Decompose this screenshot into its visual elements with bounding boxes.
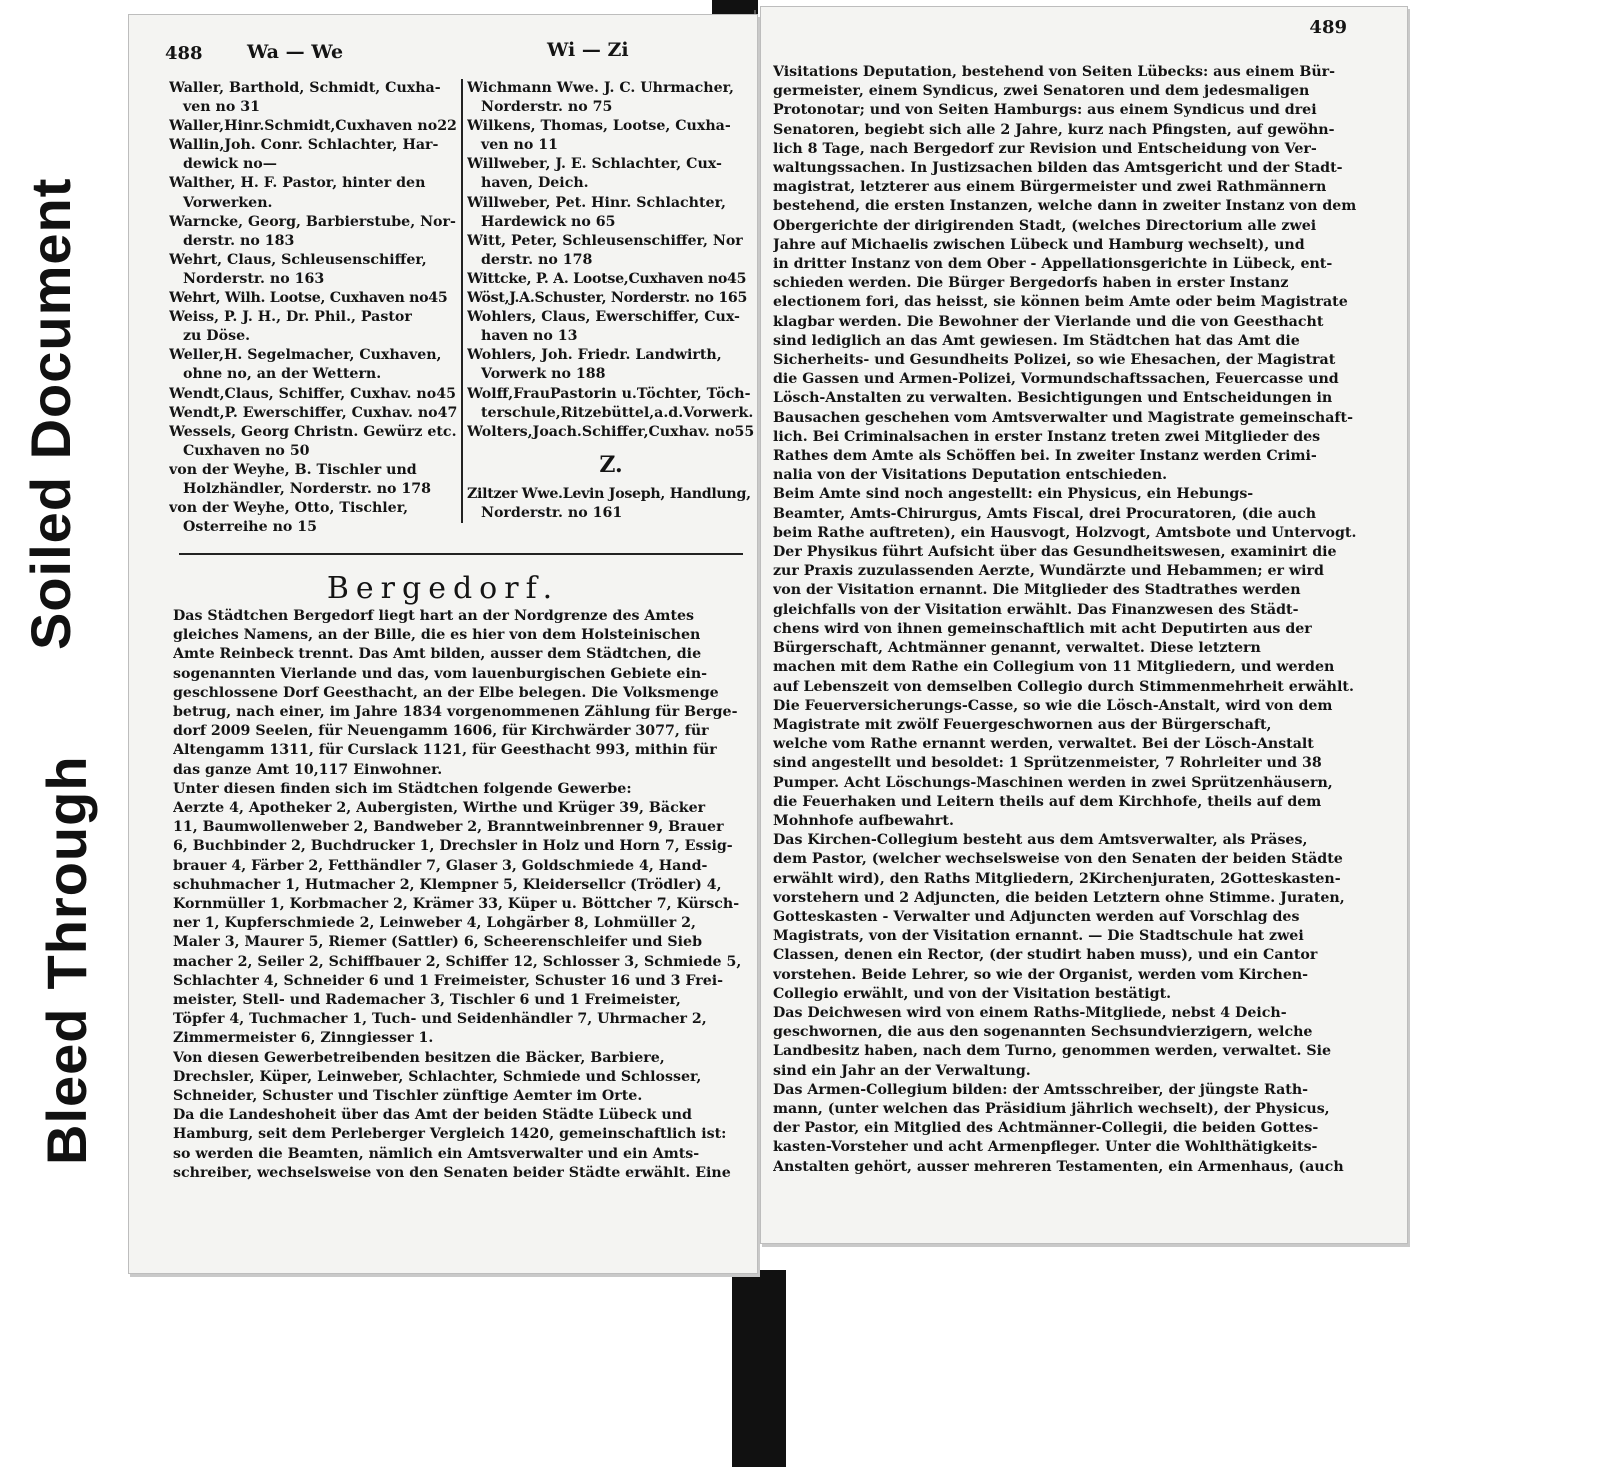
directory-entry-line: von der Weyhe, Otto, Tischler,: [169, 500, 409, 517]
directory-entry-line: Norderstr. no 163: [183, 270, 325, 287]
directory-entry-line: ohne no, an der Wettern.: [183, 366, 382, 383]
text-line: vorstehen. Beide Lehrer, so wie der Organist, werden vom Kirchen-: [773, 966, 1309, 983]
text-line: Schlachter 4, Schneider 6 und 1 Freimeister, Schuster 16 und 3 Frei-: [173, 972, 723, 989]
directory-entry-line: haven no 13: [481, 328, 578, 345]
text-line: Beamter, Amts-Chirurgus, Amts Fiscal, drei Procuratoren, (die auch: [773, 505, 1317, 522]
text-line: bestehend, die ersten Instanzen, welche dann in zweiter Instanz von dem: [773, 198, 1357, 215]
text-line: Mohnhofe aufbewahrt.: [773, 812, 954, 829]
right-body-text: [773, 63, 1397, 1177]
section-title: Bergedorf.: [326, 571, 560, 606]
directory-entry-line: Wolters,Joach.Schiffer,Cuxhav. no55: [467, 423, 755, 440]
directory-entry-line: dewick no—: [183, 156, 277, 173]
directory-columns: [169, 79, 755, 549]
text-line: die Feuerhaken und Leitern theils auf dem Kirchhofe, theils auf dem: [773, 793, 1322, 810]
text-line: auf Lebenszeit von demselben Collegio durch Stimmenmehrheit erwählt.: [773, 678, 1354, 695]
text-line: sind ein Jahr an der Verwaltung.: [773, 1062, 1031, 1079]
text-line: machen mit dem Rathe ein Collegium von 11 Mitgliedern, und werden: [773, 659, 1335, 676]
text-line: Drechsler, Küper, Leinweber, Schlachter, Schmiede und Schlosser,: [173, 1068, 702, 1085]
directory-entry-line: Wendt,P. Ewerschiffer, Cuxhav. no47: [169, 404, 457, 421]
text-line: Bausachen geschehen vom Amtsverwalter und Magistrate gemeinschaft-: [773, 409, 1353, 426]
text-line: schreiber, wechselsweise von den Senaten beider Städte erwählt. Eine: [173, 1164, 731, 1181]
text-line: ner 1, Kupferschmiede 2, Leinweber 4, Lohgärber 8, Lohmüller 2,: [173, 915, 696, 932]
through-word: Through: [35, 755, 98, 990]
text-line: Das Deichwesen wird von einem Raths-Mitgliede, nebst 4 Deich-: [773, 1004, 1287, 1021]
directory-entry-line: Wohlers, Joh. Friedr. Landwirth,: [467, 347, 722, 364]
directory-entry-line: derstr. no 178: [481, 251, 593, 268]
text-line: chens wird von ihnen gemeinschaftlich mit acht Deputirten aus der: [773, 620, 1312, 637]
directory-entry-line: Wöst,J.A.Schuster, Norderstr. no 165: [467, 290, 748, 307]
text-line: so werden die Beamten, nämlich ein Amtsverwalter und ein Amts-: [173, 1145, 700, 1162]
text-line: germeister, einem Syndicus, zwei Senatoren und dem jedesmaligen: [773, 83, 1310, 100]
directory-entry-line: zu Döse.: [183, 328, 251, 345]
text-line: Hamburg, seit dem Perleberger Vergleich 1420, gemeinschaftlich ist:: [173, 1126, 727, 1143]
text-line: Altengamm 1311, für Curslack 1121, für Geesthacht 993, mithin für: [173, 742, 717, 759]
text-line: Das Kirchen-Collegium besteht aus dem Amtsverwalter, als Präses,: [773, 832, 1308, 849]
text-line: beim Rathe auftreten), ein Hausvogt, Holzvogt, Amtsbote und Untervogt.: [773, 524, 1357, 541]
text-line: erwählt wird), den Raths Mitgliedern, 2Kirchenjuraten, 2Gotteskasten-: [773, 870, 1341, 887]
section-divider: [179, 553, 743, 555]
directory-entry-line: Wichmann Wwe. J. C. Uhrmacher,: [467, 80, 734, 96]
text-line: Kornmüller 1, Korbmacher 2, Krämer 33, Küper u. Böttcher 7, Kürsch-: [173, 896, 740, 913]
directory-entries-z: [467, 485, 755, 523]
text-line: Protonotar; und von Seiten Hamburgs: aus einem Syndicus und drei: [773, 102, 1317, 119]
text-line: Der Physikus führt Aufsicht über das Gesundheitswesen, examinirt die: [773, 544, 1337, 561]
text-line: Unter diesen finden sich im Städtchen folgende Gewerbe:: [173, 780, 632, 797]
text-line: electionem fori, das heisst, sie können beim Amte oder beim Magistrate: [773, 294, 1348, 311]
text-line: Das Städtchen Bergedorf liegt hart an der Nordgrenze des Amtes: [173, 608, 695, 624]
text-line: dem Pastor, (welcher wechselsweise von den Senaten der beiden Städte: [773, 851, 1343, 868]
text-line: Gotteskasten - Verwalter und Adjuncten werden auf Vorschlag des: [773, 908, 1300, 925]
text-line: Beim Amte sind noch angestellt: ein Physicus, ein Hebungs-: [773, 486, 1254, 503]
directory-entry-line: Vorwerken.: [183, 194, 273, 211]
directory-entry-line: Wohlers, Claus, Ewerschiffer, Cux-: [467, 309, 740, 326]
directory-entry-line: ven no 31: [183, 99, 260, 116]
text-line: nalia von der Visitations Deputation entschieden.: [773, 467, 1168, 484]
directory-entry-line: Weiss, P. J. H., Dr. Phil., Pastor: [169, 309, 412, 326]
directory-entry-line: Norderstr. no 161: [481, 504, 623, 521]
directory-entry-line: Willweber, Pet. Hinr. Schlachter,: [467, 194, 726, 211]
text-line: Landbesitz haben, nach dem Turno, genommen werden, verwaltet. Sie: [773, 1043, 1332, 1060]
text-line: das ganze Amt 10,117 Einwohner.: [173, 761, 443, 778]
text-line: meister, Stell- und Rademacher 3, Tischler 6 und 1 Freimeister,: [173, 992, 681, 1009]
text-line: Rathes dem Amte als Schöffen bei. In zweiter Instanz werden Crimi-: [773, 448, 1317, 465]
text-line: der Pastor, ein Mitglied des Achtmänner-Collegii, die beiden Gottes-: [773, 1120, 1319, 1137]
directory-entry-line: Hardewick no 65: [481, 213, 616, 230]
spine-top-mark: [712, 0, 758, 14]
directory-entry-line: Cuxhaven no 50: [183, 442, 310, 459]
text-line: gleiches Namens, an der Bille, die es hier von dem Holsteinischen: [173, 627, 701, 644]
text-line: geschwornen, die aus den sogenannten Sechsundvierzigern, welche: [773, 1024, 1313, 1041]
text-line: Von diesen Gewerbetreibenden besitzen die Bäcker, Barbiere,: [173, 1049, 665, 1066]
text-line: sind lediglich an das Amt gewiesen. Im Städtchen hat das Amt die: [773, 332, 1300, 349]
text-line: dorf 2009 Seelen, für Neuengamm 1606, für Kirchwärder 3077, für: [173, 723, 709, 740]
text-line: Senatoren, begiebt sich alle 2 Jahre, kurz nach Pfingsten, auf gewöhn-: [773, 121, 1335, 138]
text-line: klagbar werden. Die Bewohner der Vierlande und die von Geesthacht: [773, 313, 1324, 330]
directory-entry-line: von der Weyhe, B. Tischler und: [169, 461, 417, 478]
directory-entry-line: Vorwerk no 188: [481, 366, 606, 383]
soiled-document-label: Soiled Document: [19, 177, 82, 650]
page-number-left: 488: [165, 43, 203, 64]
text-line: Obergerichte der dirigirenden Stadt, (welches Directorium alle zwei: [773, 217, 1317, 234]
directory-column-right: [461, 79, 755, 523]
text-line: Schneider, Schuster und Tischler zünftige Aemter im Orte.: [173, 1088, 643, 1105]
text-line: brauer 4, Färber 2, Fetthändler 7, Glaser 3, Goldschmiede 4, Hand-: [173, 857, 708, 874]
text-line: geschlossene Dorf Geesthacht, an der Elbe belegen. Die Volksmenge: [173, 684, 719, 701]
text-line: lich 8 Tage, nach Bergedorf zur Revision und Entscheidung von Ver-: [773, 140, 1317, 157]
text-line: magistrat, letzterer aus einem Bürgermeister und zwei Rathmännern: [773, 179, 1327, 196]
text-line: Magistrats, von der Visitation ernannt. — Die Stadtschule hat zwei: [773, 928, 1304, 945]
text-line: sogenannten Vierlande und das, vom lauenburgischen Gebiete ein-: [173, 665, 708, 682]
text-line: lich. Bei Criminalsachen in erster Instanz treten zwei Mitglieder des: [773, 428, 1321, 445]
directory-entry-line: Ziltzer Wwe.Levin Joseph, Handlung,: [467, 485, 751, 502]
text-line: zur Praxis zuzulassenden Aerzte, Wundärzte und Hebammen; er wird: [773, 563, 1324, 580]
directory-entry-line: Wendt,Claus, Schiffer, Cuxhav. no45: [169, 385, 456, 402]
text-line: Collegio erwählt, und von der Visitation bestätigt.: [773, 985, 1172, 1002]
directory-entry-line: Walther, H. F. Pastor, hinter den: [169, 175, 426, 192]
text-line: Die Feuerversicherungs-Casse, so wie die Lösch-Anstalt, wird von dem: [773, 697, 1333, 714]
header-left: Wa — We: [247, 41, 344, 63]
directory-entry-line: Wittcke, P. A. Lootse,Cuxhaven no45: [467, 270, 747, 287]
text-line: macher 2, Seiler 2, Schiffbauer 2, Schiffer 12, Schlosser 3, Schmiede 5,: [173, 953, 742, 970]
directory-entry-line: Osterreihe no 15: [183, 519, 318, 536]
right-page: [760, 6, 1408, 1244]
text-line: Anstalten gehört, ausser mehreren Testamenten, ein Armenhaus, (auch: [773, 1158, 1344, 1175]
directory-entry-line: Wilkens, Thomas, Lootse, Cuxha-: [467, 118, 731, 135]
text-line: sind angestellt und besoldet: 1 Sprützenmeister, 7 Rohrleiter und 38: [773, 755, 1322, 772]
spine-bottom-mark: [732, 1270, 786, 1467]
text-line: kasten-Vorsteher und acht Armenpfleger. Unter die Wohlthätigkeits-: [773, 1139, 1318, 1156]
text-line: Da die Landeshoheit über das Amt der beiden Städte Lübeck und: [173, 1107, 692, 1124]
text-line: Lösch-Anstalten zu verwalten. Besichtigungen und Entscheidungen in: [773, 390, 1333, 407]
bleed-word: Bleed: [35, 1007, 98, 1165]
text-line: schieden werden. Die Bürger Bergedorfs haben in erster Instanz: [773, 275, 1289, 292]
text-line: Das Armen-Collegium bilden: der Amtsschreiber, der jüngste Rath-: [773, 1081, 1309, 1098]
directory-entry-line: Wehrt, Claus, Schleusenschiffer,: [169, 251, 427, 268]
text-line: Visitations Deputation, bestehend von Seiten Lübecks: aus einem Bür-: [773, 64, 1335, 80]
text-line: mann, (unter welchen das Präsidium jährlich wechselt), der Physicus,: [773, 1100, 1330, 1117]
text-line: von der Visitation ernannt. Die Mitglieder des Stadtrathes werden: [773, 582, 1301, 599]
text-line: waltungssachen. In Justizsachen bilden das Amtsgericht und der Stadt-: [773, 160, 1343, 177]
directory-column-left: [169, 79, 457, 537]
directory-entry-line: Waller,Hinr.Schmidt,Cuxhaven no22: [169, 118, 457, 135]
text-line: Classen, denen ein Rector, (der studirt haben muss), und ein Cantor: [773, 947, 1318, 964]
header-right: Wi — Zi: [547, 39, 629, 61]
text-line: vorstehern und 2 Adjuncten, die beiden Letztern ohne Stimme. Juraten,: [773, 889, 1345, 906]
directory-entry-line: Norderstr. no 75: [481, 99, 613, 116]
text-line: Maler 3, Maurer 5, Riemer (Sattler) 6, Scheerenschleifer und Sieb: [173, 934, 702, 951]
text-line: in dritter Instanz von dem Ober - Appellationsgerichte in Lübeck, ent-: [773, 256, 1333, 273]
directory-entry-line: haven, Deich.: [481, 175, 589, 192]
text-line: die Gassen und Armen-Polizei, Vormundschaftssachen, Feuercasse und: [773, 371, 1339, 388]
text-line: Amte Reinbeck trennt. Das Amt bilden, ausser dem Städtchen, die: [173, 646, 702, 663]
text-line: 6, Buchbinder 2, Buchdrucker 1, Drechsler in Holz und Horn 7, Essig-: [173, 838, 733, 855]
directory-entry-line: Wehrt, Wilh. Lootse, Cuxhaven no45: [169, 290, 448, 307]
left-page: [128, 14, 758, 1274]
left-body-text: [173, 607, 753, 1183]
directory-entry-line: Witt, Peter, Schleusenschiffer, Nor: [467, 232, 743, 249]
directory-entry-line: Willweber, J. E. Schlachter, Cux-: [467, 156, 722, 173]
text-line: Töpfer 4, Tuchmacher 1, Tuch- und Seidenhändler 7, Uhrmacher 2,: [173, 1011, 707, 1028]
bleed-through-label: [34, 755, 99, 1165]
text-line: welche vom Rathe ernannt werden, verwaltet. Bei der Lösch-Anstalt: [773, 736, 1314, 753]
page-number-right: 489: [1309, 17, 1347, 38]
directory-entry-line: Warncke, Georg, Barbierstube, Nor-: [169, 213, 456, 230]
directory-entry-line: Wessels, Georg Christn. Gewürz etc.: [169, 423, 457, 440]
text-line: Aerzte 4, Apotheker 2, Aubergisten, Wirthe und Krüger 39, Bäcker: [173, 800, 706, 817]
directory-entries-w: [467, 79, 755, 442]
text-line: Jahre auf Michaelis zwischen Lübeck und Hamburg wechselt), und: [773, 236, 1305, 253]
text-line: betrug, nach einer, im Jahre 1834 vorgenommenen Zählung für Berge-: [173, 704, 738, 721]
directory-entry-line: Weller,H. Segelmacher, Cuxhaven,: [169, 347, 442, 364]
directory-entry-line: Wolff,FrauPastorin u.Töchter, Töch-: [467, 385, 751, 402]
directory-entry-line: ven no 11: [481, 137, 558, 154]
text-line: schuhmacher 1, Hutmacher 2, Klempner 5, Kleidersellcr (Trödler) 4,: [173, 876, 722, 893]
text-line: Zimmermeister 6, Zinngiesser 1.: [173, 1030, 434, 1047]
directory-entry-line: Holzhändler, Norderstr. no 178: [183, 480, 432, 497]
directory-entry-line: Wallin,Joh. Conr. Schlachter, Har-: [169, 137, 439, 154]
directory-entry-line: terschule,Ritzebüttel,a.d.Vorwerk.: [481, 404, 754, 421]
text-line: 11, Baumwollenweber 2, Bandweber 2, Branntweinbrenner 9, Brauer: [173, 819, 724, 836]
text-line: Bürgerschaft, Achtmänner genannt, verwaltet. Diese letztern: [773, 640, 1261, 657]
text-line: Sicherheits- und Gesundheits Polizei, so wie Ehesachen, der Magistrat: [773, 352, 1336, 369]
text-line: Pumper. Acht Löschungs-Maschinen werden in zwei Sprützenhäusern,: [773, 774, 1333, 791]
section-heading-z: Z.: [599, 451, 623, 478]
text-line: gleichfalls von der Visitation erwählt. Das Finanzwesen des Städt-: [773, 601, 1299, 618]
directory-entry-line: derstr. no 183: [183, 232, 295, 249]
text-line: Magistrate mit zwölf Feuergeschwornen aus der Bürgerschaft,: [773, 716, 1272, 733]
directory-entry-line: Waller, Barthold, Schmidt, Cuxha-: [169, 80, 441, 96]
